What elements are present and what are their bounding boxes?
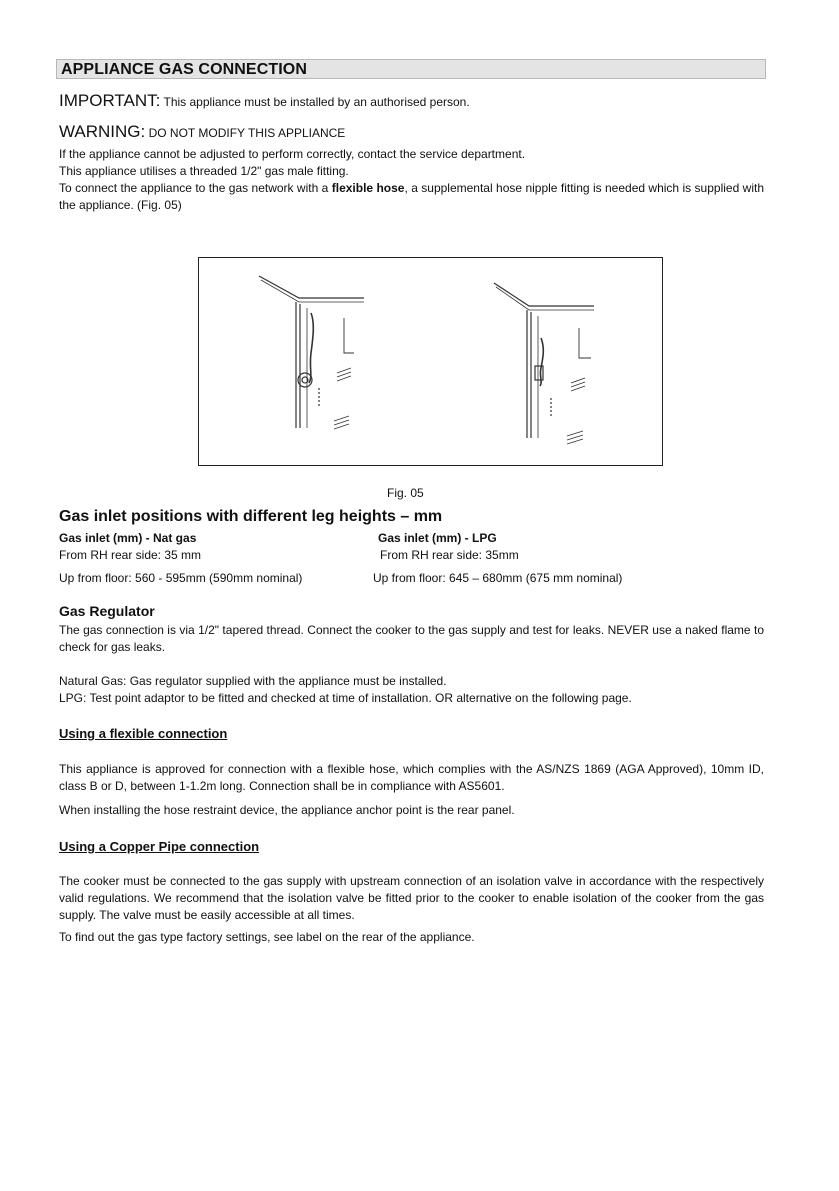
nat-gas-floor: Up from floor: 560 - 595mm (590mm nominal): [59, 571, 303, 585]
copper-paragraph: The cooker must be connected to the gas supply with upstream connection of an isolation valve in accordance with the respectively valid regulations. We recommend that the isolation valve be fitted prior to the cooker to enable isolation of the cooker from the gas supply. The valve must be easily accessible at all times.: [59, 874, 764, 922]
connect-paragraph: [59, 180, 764, 214]
intro-line-2: This appliance utilises a threaded 1/2" gas male fitting.: [59, 164, 349, 178]
important-label: IMPORTANT:: [59, 91, 161, 110]
section-title: APPLIANCE GAS CONNECTION: [61, 61, 307, 78]
oven-rear-illustration: [199, 258, 662, 465]
warning-label: WARNING:: [59, 122, 146, 141]
regulator-heading: Gas Regulator: [59, 603, 155, 619]
flexible-paragraph: This appliance is approved for connection with a flexible hose, which complies with the AS/NZS 1869 (AGA Approved), 10mm ID, class B or D, between 1-1.2m long. Connection shall be in compliance with AS5601.: [59, 762, 764, 793]
intro-line-1: If the appliance cannot be adjusted to perform correctly, contact the service department.: [59, 147, 526, 161]
section-header-bar: [56, 59, 766, 79]
connect-after: , a supplemental hose nipple fitting is needed which is supplied with the appliance. (Fig. 05): [59, 181, 764, 212]
regulator-natural: Natural Gas: Gas regulator supplied with the appliance must be installed.: [59, 674, 447, 688]
nat-gas-title: Gas inlet (mm) - Nat gas: [59, 531, 197, 545]
regulator-lpg: LPG: Test point adaptor to be fitted and checked at time of installation. OR alternative on the following page.: [59, 691, 632, 705]
warning-text: DO NOT MODIFY THIS APPLIANCE: [145, 126, 346, 140]
right-gas-fitting: [535, 366, 543, 380]
right-oven-top-edge: [494, 283, 594, 306]
lpg-title: Gas inlet (mm) - LPG: [378, 531, 497, 545]
figure-05: [198, 257, 663, 466]
left-gas-hose: [309, 313, 313, 383]
connect-bold: flexible hose: [331, 181, 405, 195]
important-text: This appliance must be installed by an authorised person.: [160, 95, 470, 109]
regulator-paragraph: The gas connection is via 1/2" tapered thread. Connect the cooker to the gas supply and test for leaks. NEVER use a naked flame to check for gas leaks.: [59, 623, 764, 654]
important-line: [59, 92, 470, 111]
lpg-side: From RH rear side: 35mm: [380, 548, 519, 562]
figure-caption: Fig. 05: [387, 486, 424, 500]
flexible-anchor: When installing the hose restraint device, the appliance anchor point is the rear panel.: [59, 803, 515, 817]
lpg-floor: Up from floor: 645 – 680mm (675 mm nominal): [373, 571, 623, 585]
left-oven-top-edge: [259, 276, 364, 298]
copper-heading: Using a Copper Pipe connection: [59, 839, 260, 854]
connect-before: To connect the appliance to the gas network with a: [59, 181, 332, 195]
inlet-heading: Gas inlet positions with different leg heights – mm: [59, 508, 443, 525]
copper-label-note: To find out the gas type factory settings, see label on the rear of the appliance.: [59, 930, 475, 944]
nat-gas-side: From RH rear side: 35 mm: [59, 548, 202, 562]
warning-line: [59, 123, 345, 142]
flexible-heading: Using a flexible connection: [59, 726, 228, 741]
